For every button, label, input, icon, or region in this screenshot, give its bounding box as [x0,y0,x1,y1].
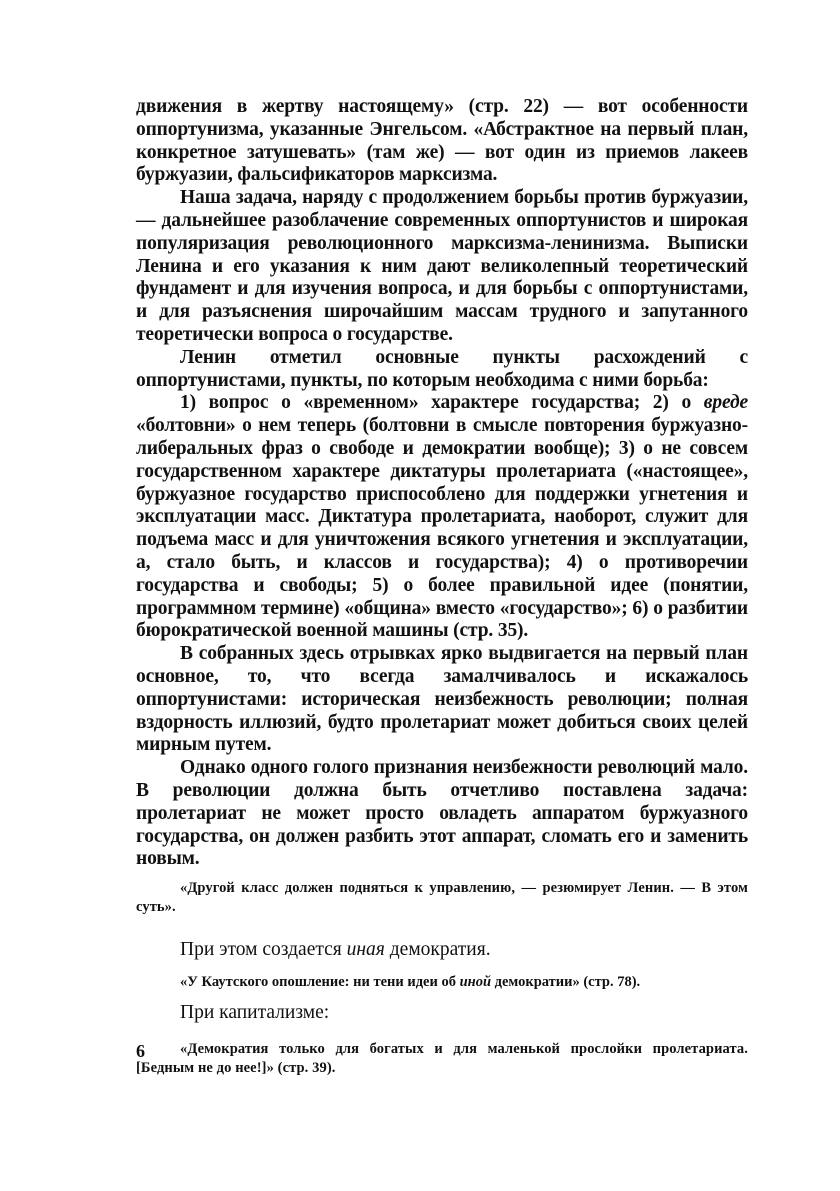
points-emphasis: вреде [703,392,748,414]
quote-kautsky [136,973,748,992]
line-capitalism: При капитализме: [180,1002,330,1024]
line1-emphasis: иная [346,939,385,961]
numbered-points [136,392,748,643]
line-other-democracy [136,939,748,961]
line1-text-b: демократия. [384,939,491,961]
paragraph-2: Наша задача, наряду с продолжением борьбы против буржуазии, — дальнейшее разоблачение современных оппортунистов и широкая популяризация революционного марксизма-ленинизма. Выписки Ленина и его указания к ним дают великолепный теоретический фундамент и для изучения вопроса, и для борьбы с оппортунистами, и для разъяснения широчайшим массам трудного и запутанного теоретически вопроса о государстве. [136,187,748,345]
paragraph-1: движения в жертву настоящему» (стр. 22) — вот особенности оппортунизма, указанные Энгельсом. «Абстрактное на первый план, конкретное затушевать» (там же) — вот один из приемов лакеев буржуазии, фальсификаторов марксизма. [136,96,748,186]
page-body [136,96,748,1078]
paragraph-6: Однако одного голого признания неизбежности революций мало. В революции должна быть отчетливо поставлена задача: пролетариат не может просто овладеть аппаратом буржуазного государства, он должен разбить этот аппарат, сломать его и заменить новым. [136,757,748,870]
paragraph-5: В собранных здесь отрывках ярко выдвигается на первый план основное, то, что всегда замалчивалось и искажалось оппортунистами: историческая неизбежность революции; полная вздорность иллюзий, будто пролетариат может добиться своих целей мирным путем. [136,643,748,756]
quote2-text-a: «У Каутского опошление: ни тени идеи об [180,974,460,991]
quote2-text-b: демократии» (стр. 78). [491,974,641,991]
points-text-b: «болтовни» о нем теперь (болтовни в смысле повторения буржуазно-либеральных фраз о свободе и демократии вообще); 3) о не совсем государственном характере диктатуры пролетариата («настоящее», буржуазное государство приспособлено для поддержки угнетения и эксплуатации масс. Диктатура пролетариата, наоборот, служит для подъема масс и для уничтожения всякого угнетения и эксплуатации, а, стало быть, и классов и государства); 4) о противоречии государства и свободы; 5) о более правильной идее (понятии, программном термине) «община» вместо «государство»; 6) о разбитии бюрократической военной машины (стр. 35). [136,415,748,642]
paragraph-3: Ленин отметил основные пункты расхождений с оппортунистами, пункты, по которым необходима с ними борьба: [136,346,748,391]
quote2-emphasis: иной [459,974,492,991]
quote-democracy-rich: «Демократия только для богатых и для маленькой прослойки пролетариата. [Бедным не до нее!]» (стр. 39). [136,1041,748,1077]
page-number: 6 [136,1041,145,1061]
quote-lenin: «Другой класс должен подняться к управлению, — резюмирует Ленин. — В этом суть». [136,880,748,916]
points-text-a: 1) вопрос о «временном» характере государства; 2) о [180,392,704,414]
line1-text-a: При этом создается [180,939,347,961]
